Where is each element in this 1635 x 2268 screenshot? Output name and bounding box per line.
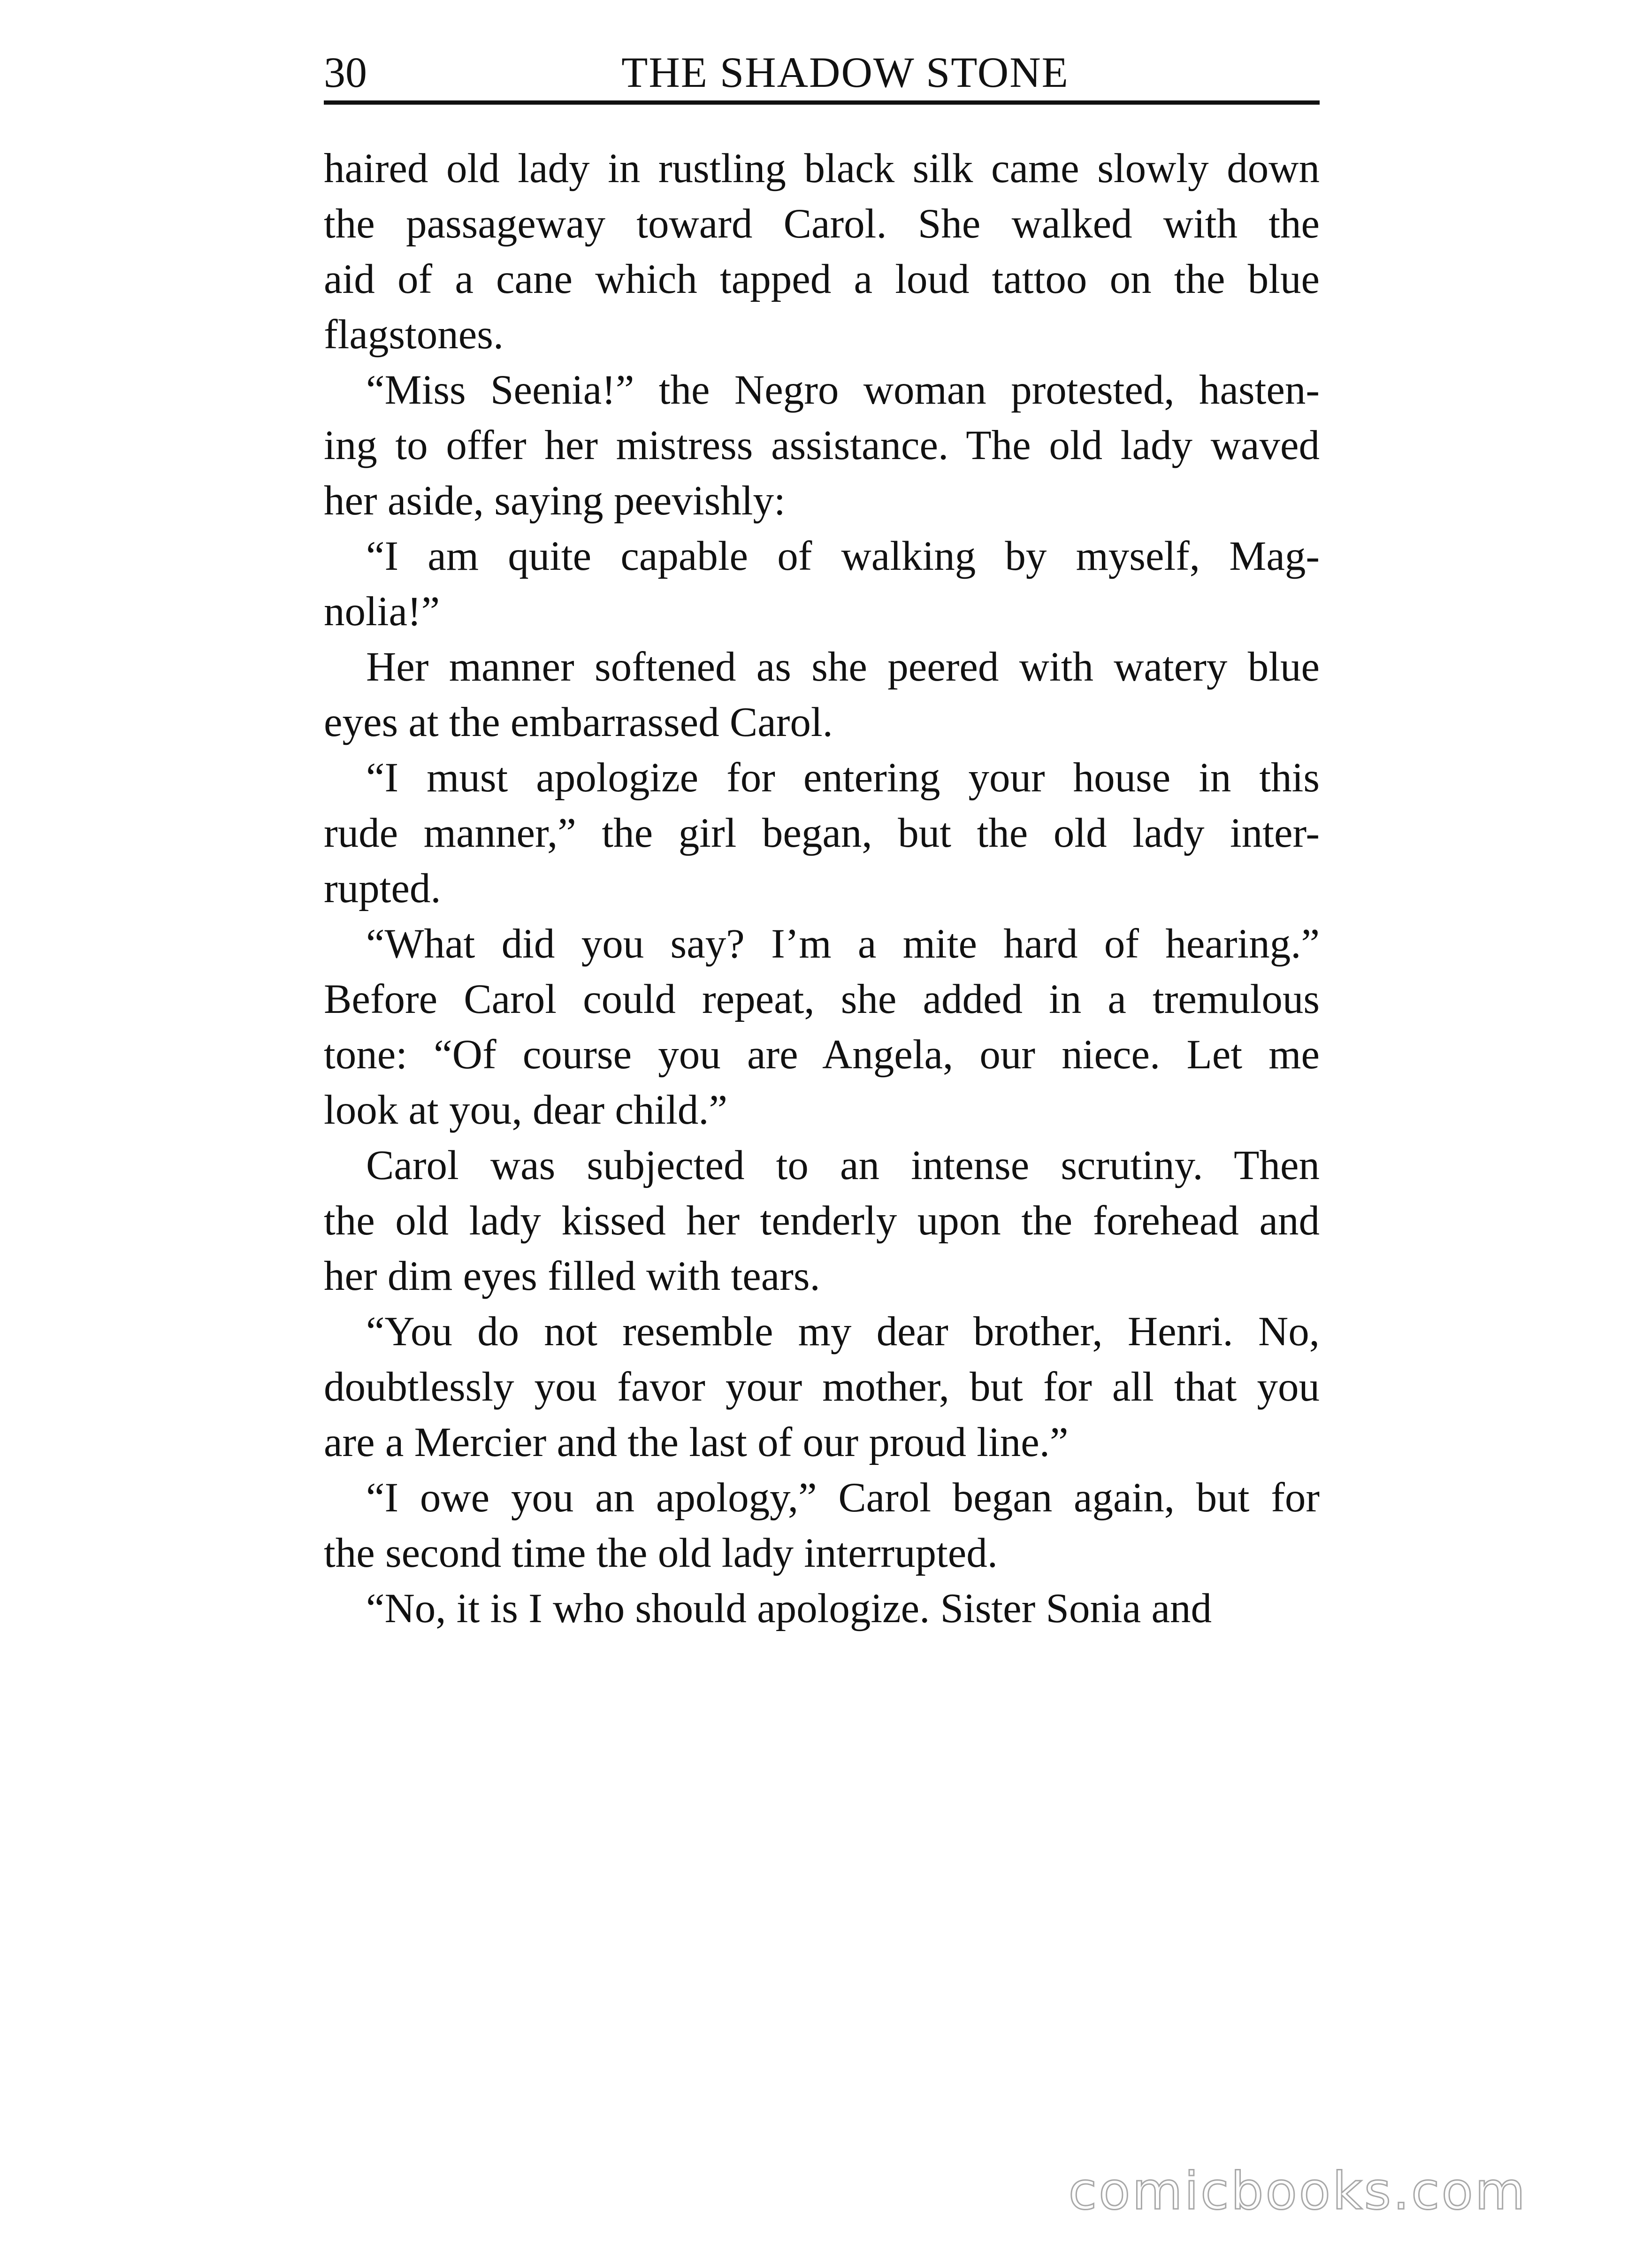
text-line: the second time the old lady interrupted. <box>324 1530 998 1576</box>
text-line: flagstones. <box>324 312 504 358</box>
text-line: “Miss Seenia!” the Negro woman protested, hasten- <box>366 367 1320 413</box>
text-line: “I am quite capable of walking by myself, Mag- <box>366 533 1320 579</box>
text-line: tone: “Of course you are Angela, our niece. Let me <box>324 1032 1320 1078</box>
header-rule <box>324 100 1320 105</box>
running-title: THE SHADOW STONE <box>621 48 1069 96</box>
text-line: rude manner,” the girl began, but the old lady inter- <box>324 810 1320 856</box>
text-line: her dim eyes filled with tears. <box>324 1253 820 1299</box>
paragraph <box>324 141 1320 362</box>
paragraph <box>324 1470 1320 1581</box>
text-line: “I must apologize for entering your house in this <box>366 755 1320 801</box>
text-line: eyes at the embarrassed Carol. <box>324 699 833 745</box>
text-line: Her manner softened as she peered with watery blue <box>366 644 1320 690</box>
paragraph <box>324 916 1320 1138</box>
text-line: doubtlessly you favor your mother, but for all that you <box>324 1364 1320 1410</box>
body-text <box>324 141 1320 1636</box>
page-number: 30 <box>324 48 367 96</box>
text-line: look at you, dear child.” <box>324 1087 728 1133</box>
paragraph <box>324 1304 1320 1470</box>
text-line: the old lady kissed her tenderly upon the forehead and <box>324 1198 1320 1244</box>
paragraph <box>324 529 1320 639</box>
text-line: Before Carol could repeat, she added in a tremulous <box>324 976 1320 1022</box>
page-header <box>324 43 1320 102</box>
text-line: “What did you say? I’m a mite hard of hearing.” <box>366 921 1320 967</box>
text-line: her aside, saying peevishly: <box>324 478 786 524</box>
text-line: Carol was subjected to an intense scrutiny. Then <box>366 1142 1320 1188</box>
text-line: rupted. <box>324 866 441 912</box>
paragraph <box>324 639 1320 750</box>
text-line: aid of a cane which tapped a loud tattoo on the blue <box>324 256 1320 302</box>
text-line: haired old lady in rustling black silk came slowly down <box>324 146 1320 192</box>
text-line: “I owe you an apology,” Carol began again, but for <box>366 1475 1320 1521</box>
text-line: the passageway toward Carol. She walked with the <box>324 201 1320 247</box>
text-line: “You do not resemble my dear brother, Henri. No, <box>366 1309 1320 1355</box>
paragraph <box>324 1138 1320 1304</box>
text-line: nolia!” <box>324 589 440 635</box>
watermark: comicbooks.com <box>1068 2161 1527 2221</box>
paragraph <box>324 362 1320 529</box>
text-line: are a Mercier and the last of our proud line.” <box>324 1419 1069 1465</box>
paragraph <box>324 1581 1320 1636</box>
paragraph <box>324 750 1320 916</box>
text-line: “No, it is I who should apologize. Sister Sonia and <box>366 1586 1212 1632</box>
text-line: ing to offer her mistress assistance. The old lady waved <box>324 422 1320 468</box>
